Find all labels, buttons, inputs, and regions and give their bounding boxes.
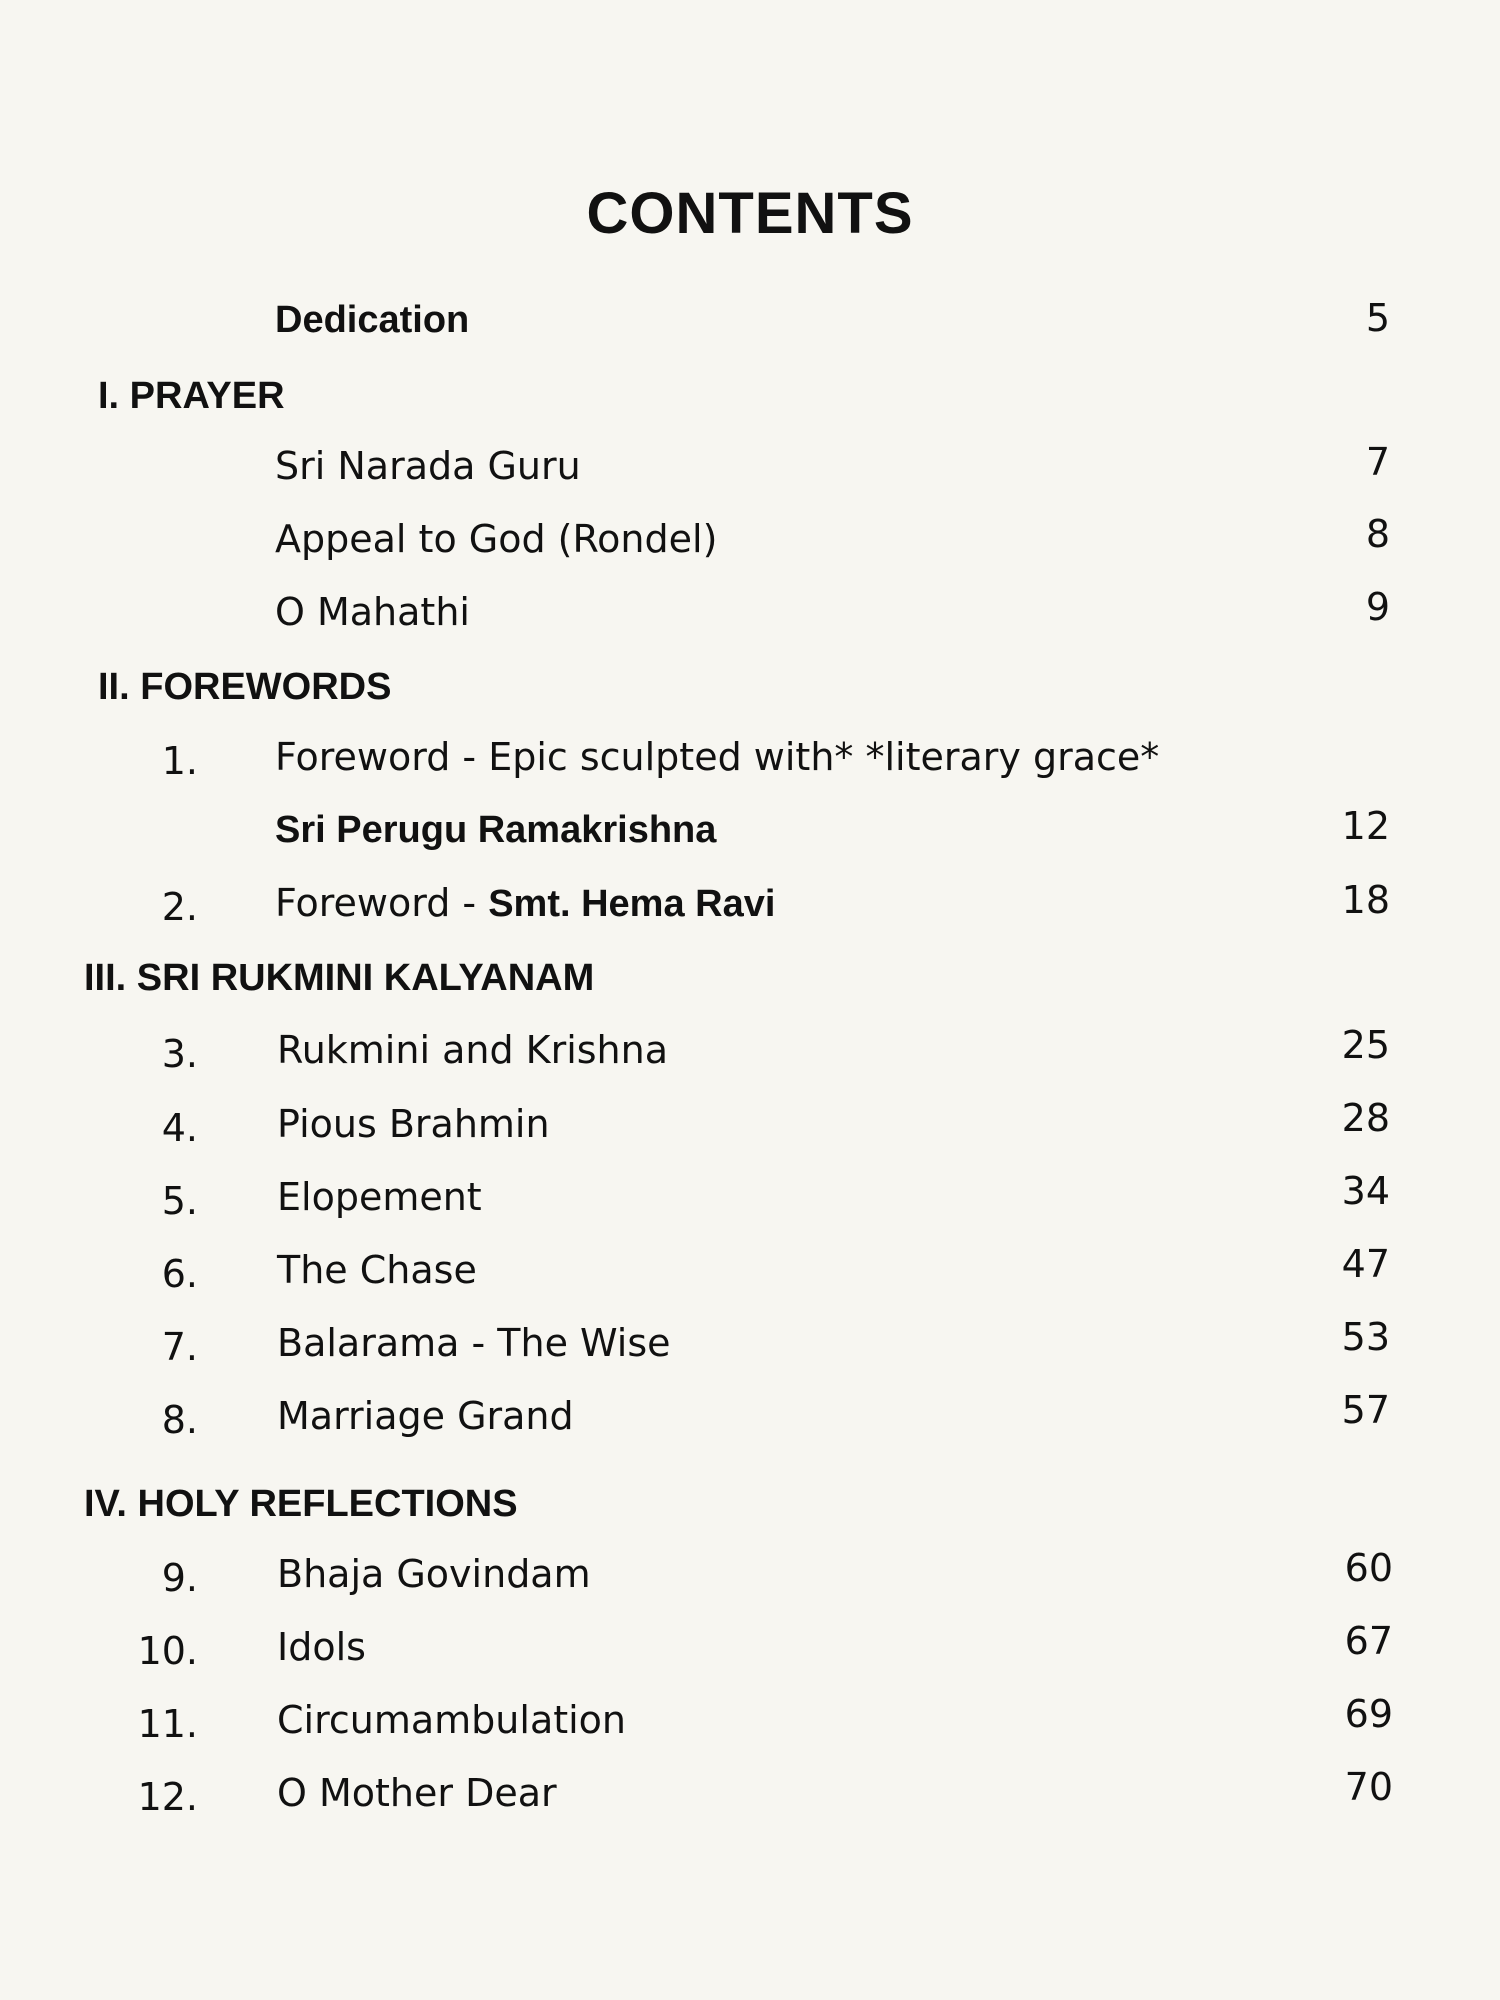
toc-entry-title: Marriage Grand xyxy=(277,1394,574,1438)
toc-entry-page: 47 xyxy=(1341,1242,1390,1286)
toc-entry-page: 18 xyxy=(1341,878,1390,922)
toc-entry-title: Idols xyxy=(277,1625,366,1669)
toc-entry-page: 7 xyxy=(1365,440,1390,484)
toc-entry-title: Rukmini and Krishna xyxy=(277,1028,669,1072)
toc-entry-title: Pious Brahmin xyxy=(277,1102,550,1146)
toc-entry-author: Smt. Hema Ravi xyxy=(488,883,776,925)
toc-entry-page: 12 xyxy=(1341,804,1390,848)
toc-entry-page: 28 xyxy=(1341,1096,1390,1140)
toc-entry-page: 60 xyxy=(1344,1546,1393,1590)
toc-entry-number: 12. xyxy=(137,1775,198,1819)
toc-entry-number: 3. xyxy=(161,1032,198,1076)
toc-entry-author: Sri Perugu Ramakrishna xyxy=(275,809,717,851)
toc-entry-page: 53 xyxy=(1341,1315,1390,1359)
section-heading-holy-reflections: IV. HOLY REFLECTIONS xyxy=(84,1483,518,1525)
toc-entry-title: Balarama - The Wise xyxy=(277,1321,671,1365)
toc-entry-title: Circumambulation xyxy=(277,1698,627,1742)
toc-entry-number: 2. xyxy=(161,885,198,929)
toc-entry-number: 6. xyxy=(161,1252,198,1296)
toc-entry-prefix: Foreword - xyxy=(275,881,489,925)
toc-entry-title: Appeal to God (Rondel) xyxy=(275,517,718,561)
page-title: CONTENTS xyxy=(586,181,914,246)
toc-entry-number: 4. xyxy=(161,1106,198,1150)
toc-entry-number: 1. xyxy=(161,739,198,783)
section-heading-prayer: I. PRAYER xyxy=(98,375,285,417)
toc-entry-page: 70 xyxy=(1344,1765,1393,1809)
toc-entry-number: 9. xyxy=(161,1556,198,1600)
toc-entry-title: Elopement xyxy=(277,1175,482,1219)
toc-entry-title: Foreword - Epic sculpted with* *literary grace* xyxy=(275,735,1160,779)
toc-entry-title: Bhaja Govindam xyxy=(277,1552,591,1596)
toc-entry-number: 11. xyxy=(137,1702,198,1746)
toc-entry-title: O Mother Dear xyxy=(277,1771,557,1815)
toc-entry-page: 9 xyxy=(1365,585,1390,629)
section-heading-forewords: II. FOREWORDS xyxy=(98,666,392,708)
toc-entry-page: 25 xyxy=(1341,1023,1390,1067)
toc-entry-number: 5. xyxy=(161,1179,198,1223)
section-heading-rukmini: III. SRI RUKMINI KALYANAM xyxy=(84,957,595,999)
toc-entry-page: 69 xyxy=(1344,1692,1393,1736)
toc-entry-title: Sri Narada Guru xyxy=(275,444,581,488)
toc-entry-number: 7. xyxy=(161,1325,198,1369)
toc-entry-page: 57 xyxy=(1341,1388,1390,1432)
toc-entry-number: 10. xyxy=(137,1629,198,1673)
toc-entry-title: The Chase xyxy=(277,1248,477,1292)
dedication-page: 5 xyxy=(1365,296,1390,340)
toc-entry-title: O Mahathi xyxy=(275,590,470,634)
toc-entry-title xyxy=(275,879,775,928)
dedication-label: Dedication xyxy=(275,299,470,341)
toc-entry-number: 8. xyxy=(161,1398,198,1442)
toc-entry-page: 34 xyxy=(1341,1169,1390,1213)
toc-entry-page: 67 xyxy=(1344,1619,1393,1663)
toc-entry-page: 8 xyxy=(1365,512,1390,556)
